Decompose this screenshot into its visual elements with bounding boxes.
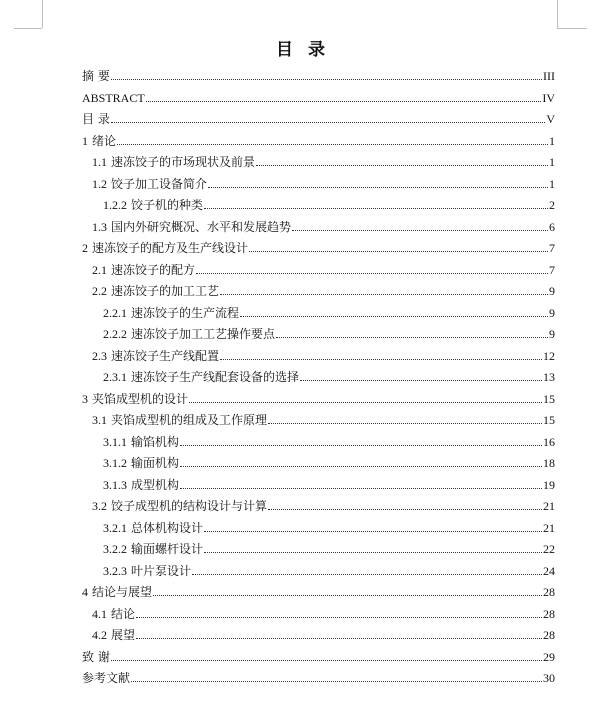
toc-leader-dots — [300, 380, 542, 381]
toc-entry[interactable] — [103, 473, 555, 493]
toc-entry-title: 目 录 — [82, 112, 110, 126]
toc-page-number: 15 — [543, 391, 555, 406]
toc-page-number: 28 — [543, 606, 555, 621]
toc-entry[interactable] — [103, 516, 555, 536]
toc-page-number: V — [546, 112, 555, 126]
toc-entry[interactable] — [82, 64, 555, 84]
toc-entry-number: 2.3 — [92, 348, 107, 363]
toc-entry-title: 参考文献 — [82, 671, 131, 685]
toc-page-number: 30 — [543, 671, 555, 685]
toc-leader-dots — [111, 660, 542, 661]
toc-page-number: 1 — [549, 133, 555, 148]
toc-page-number: 9 — [549, 284, 555, 298]
toc-entry-label — [82, 391, 188, 407]
toc-entry[interactable] — [92, 150, 555, 170]
toc-leader-dots — [208, 187, 548, 188]
toc-page-number: 19 — [543, 477, 555, 492]
toc-page-number: 21 — [543, 499, 555, 513]
toc-entry-number: 1.2 — [92, 176, 107, 191]
toc-entry-title: 输馅机构 — [131, 434, 180, 449]
toc-leader-dots — [180, 488, 542, 489]
toc-page-number: 28 — [543, 628, 555, 642]
toc-entry-label — [92, 154, 255, 170]
toc-entry-label — [82, 133, 116, 149]
toc-entry[interactable] — [82, 129, 555, 149]
toc-page-number: 9 — [549, 327, 555, 341]
toc-page-number: 7 — [549, 241, 555, 255]
toc-entry-number: 3 — [82, 391, 88, 406]
toc-entry-title: 饺子机的种类 — [131, 198, 204, 212]
toc-entry-title: 叶片泵设计 — [131, 563, 192, 578]
toc-page-number: 7 — [549, 262, 555, 277]
toc-leader-dots — [117, 144, 548, 145]
toc-entry-label — [103, 434, 179, 450]
toc-entry-title: 速冻饺子生产线配套设备的选择 — [131, 370, 300, 384]
toc-page-number: 29 — [543, 649, 555, 664]
toc-entry-number: 3.1.1 — [103, 434, 127, 449]
toc-entry-number: 4.2 — [92, 628, 107, 642]
toc-entry-number: 3.2.3 — [103, 563, 127, 578]
toc-entry-title: 夹馅成型机的组成及工作原理 — [111, 413, 268, 427]
toc-entry-label — [103, 455, 179, 471]
toc-leader-dots — [220, 359, 542, 360]
toc-entry[interactable] — [92, 172, 555, 192]
toc-entry-label — [82, 90, 145, 106]
toc-entry-title: 展望 — [111, 628, 136, 642]
toc-entry-number: 3.2 — [92, 499, 107, 513]
toc-leader-dots — [220, 294, 548, 295]
toc-leader-dots — [249, 251, 548, 252]
toc-leader-dots — [136, 617, 542, 618]
toc-entry-title: 结论与展望 — [92, 585, 153, 599]
toc-entry-label — [92, 283, 219, 299]
toc-entry[interactable] — [103, 537, 555, 557]
toc-entry-title: 饺子加工设备简介 — [111, 176, 208, 191]
toc-entry[interactable] — [92, 494, 555, 514]
toc-leader-dots — [192, 574, 542, 575]
toc-entry-label — [82, 649, 110, 665]
toc-entry[interactable] — [103, 451, 555, 471]
toc-entry-title: 速冻饺子的配方 — [111, 262, 196, 277]
toc-entry-title: 饺子成型机的结构设计与计算 — [111, 499, 268, 513]
toc-leader-dots — [153, 595, 542, 596]
toc-entry-label — [82, 111, 110, 127]
toc-entry-number: 3.2.2 — [103, 542, 127, 556]
toc-entry-label — [103, 326, 275, 342]
toc-entry-label — [92, 498, 267, 514]
toc-entry-title: ABSTRACT — [82, 90, 145, 105]
toc-entry-number: 2.2 — [92, 284, 107, 298]
toc-entry-title: 速冻饺子生产线配置 — [111, 348, 220, 363]
toc-entry-number: 1.1 — [92, 155, 107, 169]
toc-entry-label — [103, 477, 179, 493]
toc-entry-title: 速冻饺子的生产流程 — [131, 305, 240, 320]
title-second-char: 录 — [308, 40, 326, 60]
toc-entry-label — [103, 520, 203, 536]
toc-page-number: 2 — [549, 198, 555, 212]
toc-entry-label — [82, 670, 130, 686]
toc-entry-number: 2.1 — [92, 262, 107, 277]
toc-entry[interactable] — [82, 645, 555, 665]
toc-entry[interactable] — [82, 107, 555, 127]
toc-entry-number: 3.1.2 — [103, 456, 127, 470]
toc-entry[interactable] — [103, 322, 555, 342]
toc-leader-dots — [204, 531, 542, 532]
toc-page-number: 9 — [549, 305, 555, 320]
toc-page-number: 22 — [543, 542, 555, 556]
toc-entry-number: 3.2.1 — [103, 520, 127, 535]
toc-entry-label — [92, 412, 267, 428]
toc-entry[interactable] — [92, 215, 555, 235]
toc-entry-title: 摘 要 — [82, 69, 110, 83]
toc-entry-label — [103, 563, 191, 579]
toc-entry-title: 结论 — [111, 606, 136, 621]
toc-entry-number: 4 — [82, 585, 88, 599]
toc-entry-title: 致 谢 — [82, 649, 110, 664]
toc-entry-label — [82, 240, 248, 256]
toc-entry-label — [92, 627, 135, 643]
toc-entry-title: 总体机构设计 — [131, 520, 204, 535]
toc-entry-title: 国内外研究概况、水平和发展趋势 — [111, 219, 292, 234]
toc-entry[interactable] — [92, 602, 555, 622]
toc-entry-number: 2.2.2 — [103, 327, 127, 341]
toc-entry-title: 速冻饺子的配方及生产线设计 — [92, 241, 249, 255]
toc-entry[interactable] — [92, 279, 555, 299]
toc-entry-number: 3.1.3 — [103, 477, 127, 492]
toc-entry[interactable] — [92, 344, 555, 364]
toc-leader-dots — [204, 552, 542, 553]
toc-page-number: 12 — [543, 348, 555, 363]
toc-leader-dots — [146, 101, 542, 102]
toc-entry[interactable] — [103, 193, 555, 213]
toc-leader-dots — [204, 208, 548, 209]
toc-page-number: IV — [542, 90, 555, 105]
toc-entry-label — [82, 68, 110, 84]
toc-page-number: 13 — [543, 370, 555, 384]
toc-entry-label — [103, 305, 239, 321]
toc-entry[interactable] — [103, 365, 555, 385]
toc-entry-label — [92, 176, 207, 192]
toc-entry[interactable] — [92, 623, 555, 643]
toc-entry-title: 速冻饺子的市场现状及前景 — [111, 155, 256, 169]
toc-entry[interactable] — [82, 236, 555, 256]
toc-page-number: 24 — [543, 563, 555, 578]
toc-page-number: 1 — [549, 176, 555, 191]
toc-entry-label — [103, 369, 299, 385]
toc-leader-dots — [268, 509, 542, 510]
toc-entry-number: 1.2.2 — [103, 198, 127, 212]
toc-entry[interactable] — [82, 666, 555, 686]
toc-entry-label — [92, 262, 195, 278]
toc-entry-title: 成型机构 — [131, 477, 180, 492]
toc-entry[interactable] — [103, 559, 555, 579]
toc-entry-number: 2 — [82, 241, 88, 255]
toc-leader-dots — [292, 230, 548, 231]
toc-entry-title: 速冻饺子的加工工艺 — [111, 284, 220, 298]
toc-leader-dots — [180, 466, 542, 467]
toc-entry-number: 2.2.1 — [103, 305, 127, 320]
toc-leader-dots — [111, 122, 546, 123]
toc-entry-label — [103, 197, 203, 213]
toc-page-number: 18 — [543, 456, 555, 470]
toc-entry-label — [82, 584, 152, 600]
toc-page-number: 16 — [543, 434, 555, 449]
toc-leader-dots — [196, 273, 548, 274]
toc-entry-number: 1 — [82, 133, 88, 148]
toc-page-number: III — [543, 69, 555, 83]
toc-entry[interactable] — [103, 430, 555, 450]
toc-entry-label — [92, 606, 135, 622]
toc-entry-number: 2.3.1 — [103, 370, 127, 384]
toc-leader-dots — [131, 681, 542, 682]
toc-leader-dots — [180, 445, 542, 446]
toc-leader-dots — [136, 638, 542, 639]
toc-entry-label — [92, 348, 219, 364]
toc-leader-dots — [189, 402, 542, 403]
toc-entry[interactable] — [103, 301, 555, 321]
toc-entry-number: 4.1 — [92, 606, 107, 621]
toc-page-number: 1 — [549, 155, 555, 169]
toc-leader-dots — [276, 337, 548, 338]
toc-entry[interactable] — [92, 408, 555, 428]
toc-entry-label — [103, 541, 203, 557]
toc-entry-title: 输面机构 — [131, 456, 180, 470]
toc-entry-title: 输面螺杆设计 — [131, 542, 204, 556]
toc-page-number: 28 — [543, 585, 555, 599]
toc-entry[interactable] — [82, 86, 555, 106]
toc-entry-number: 1.3 — [92, 219, 107, 234]
toc-entry[interactable] — [82, 580, 555, 600]
toc-page-number: 15 — [543, 413, 555, 427]
toc-entry[interactable] — [82, 387, 555, 407]
toc-entry-title: 速冻饺子加工工艺操作要点 — [131, 327, 276, 341]
toc-page-number: 6 — [549, 219, 555, 234]
toc-entry[interactable] — [92, 258, 555, 278]
toc-entry-title: 绪论 — [92, 133, 117, 148]
toc-page-number: 21 — [543, 520, 555, 535]
toc-leader-dots — [268, 423, 542, 424]
toc-leader-dots — [256, 165, 548, 166]
title-first-char: 目 — [276, 40, 294, 60]
toc-leader-dots — [111, 79, 542, 80]
toc-entry-number: 3.1 — [92, 413, 107, 427]
toc-leader-dots — [240, 316, 548, 317]
toc-entry-label — [92, 219, 291, 235]
toc-entry-title: 夹馅成型机的设计 — [92, 391, 189, 406]
